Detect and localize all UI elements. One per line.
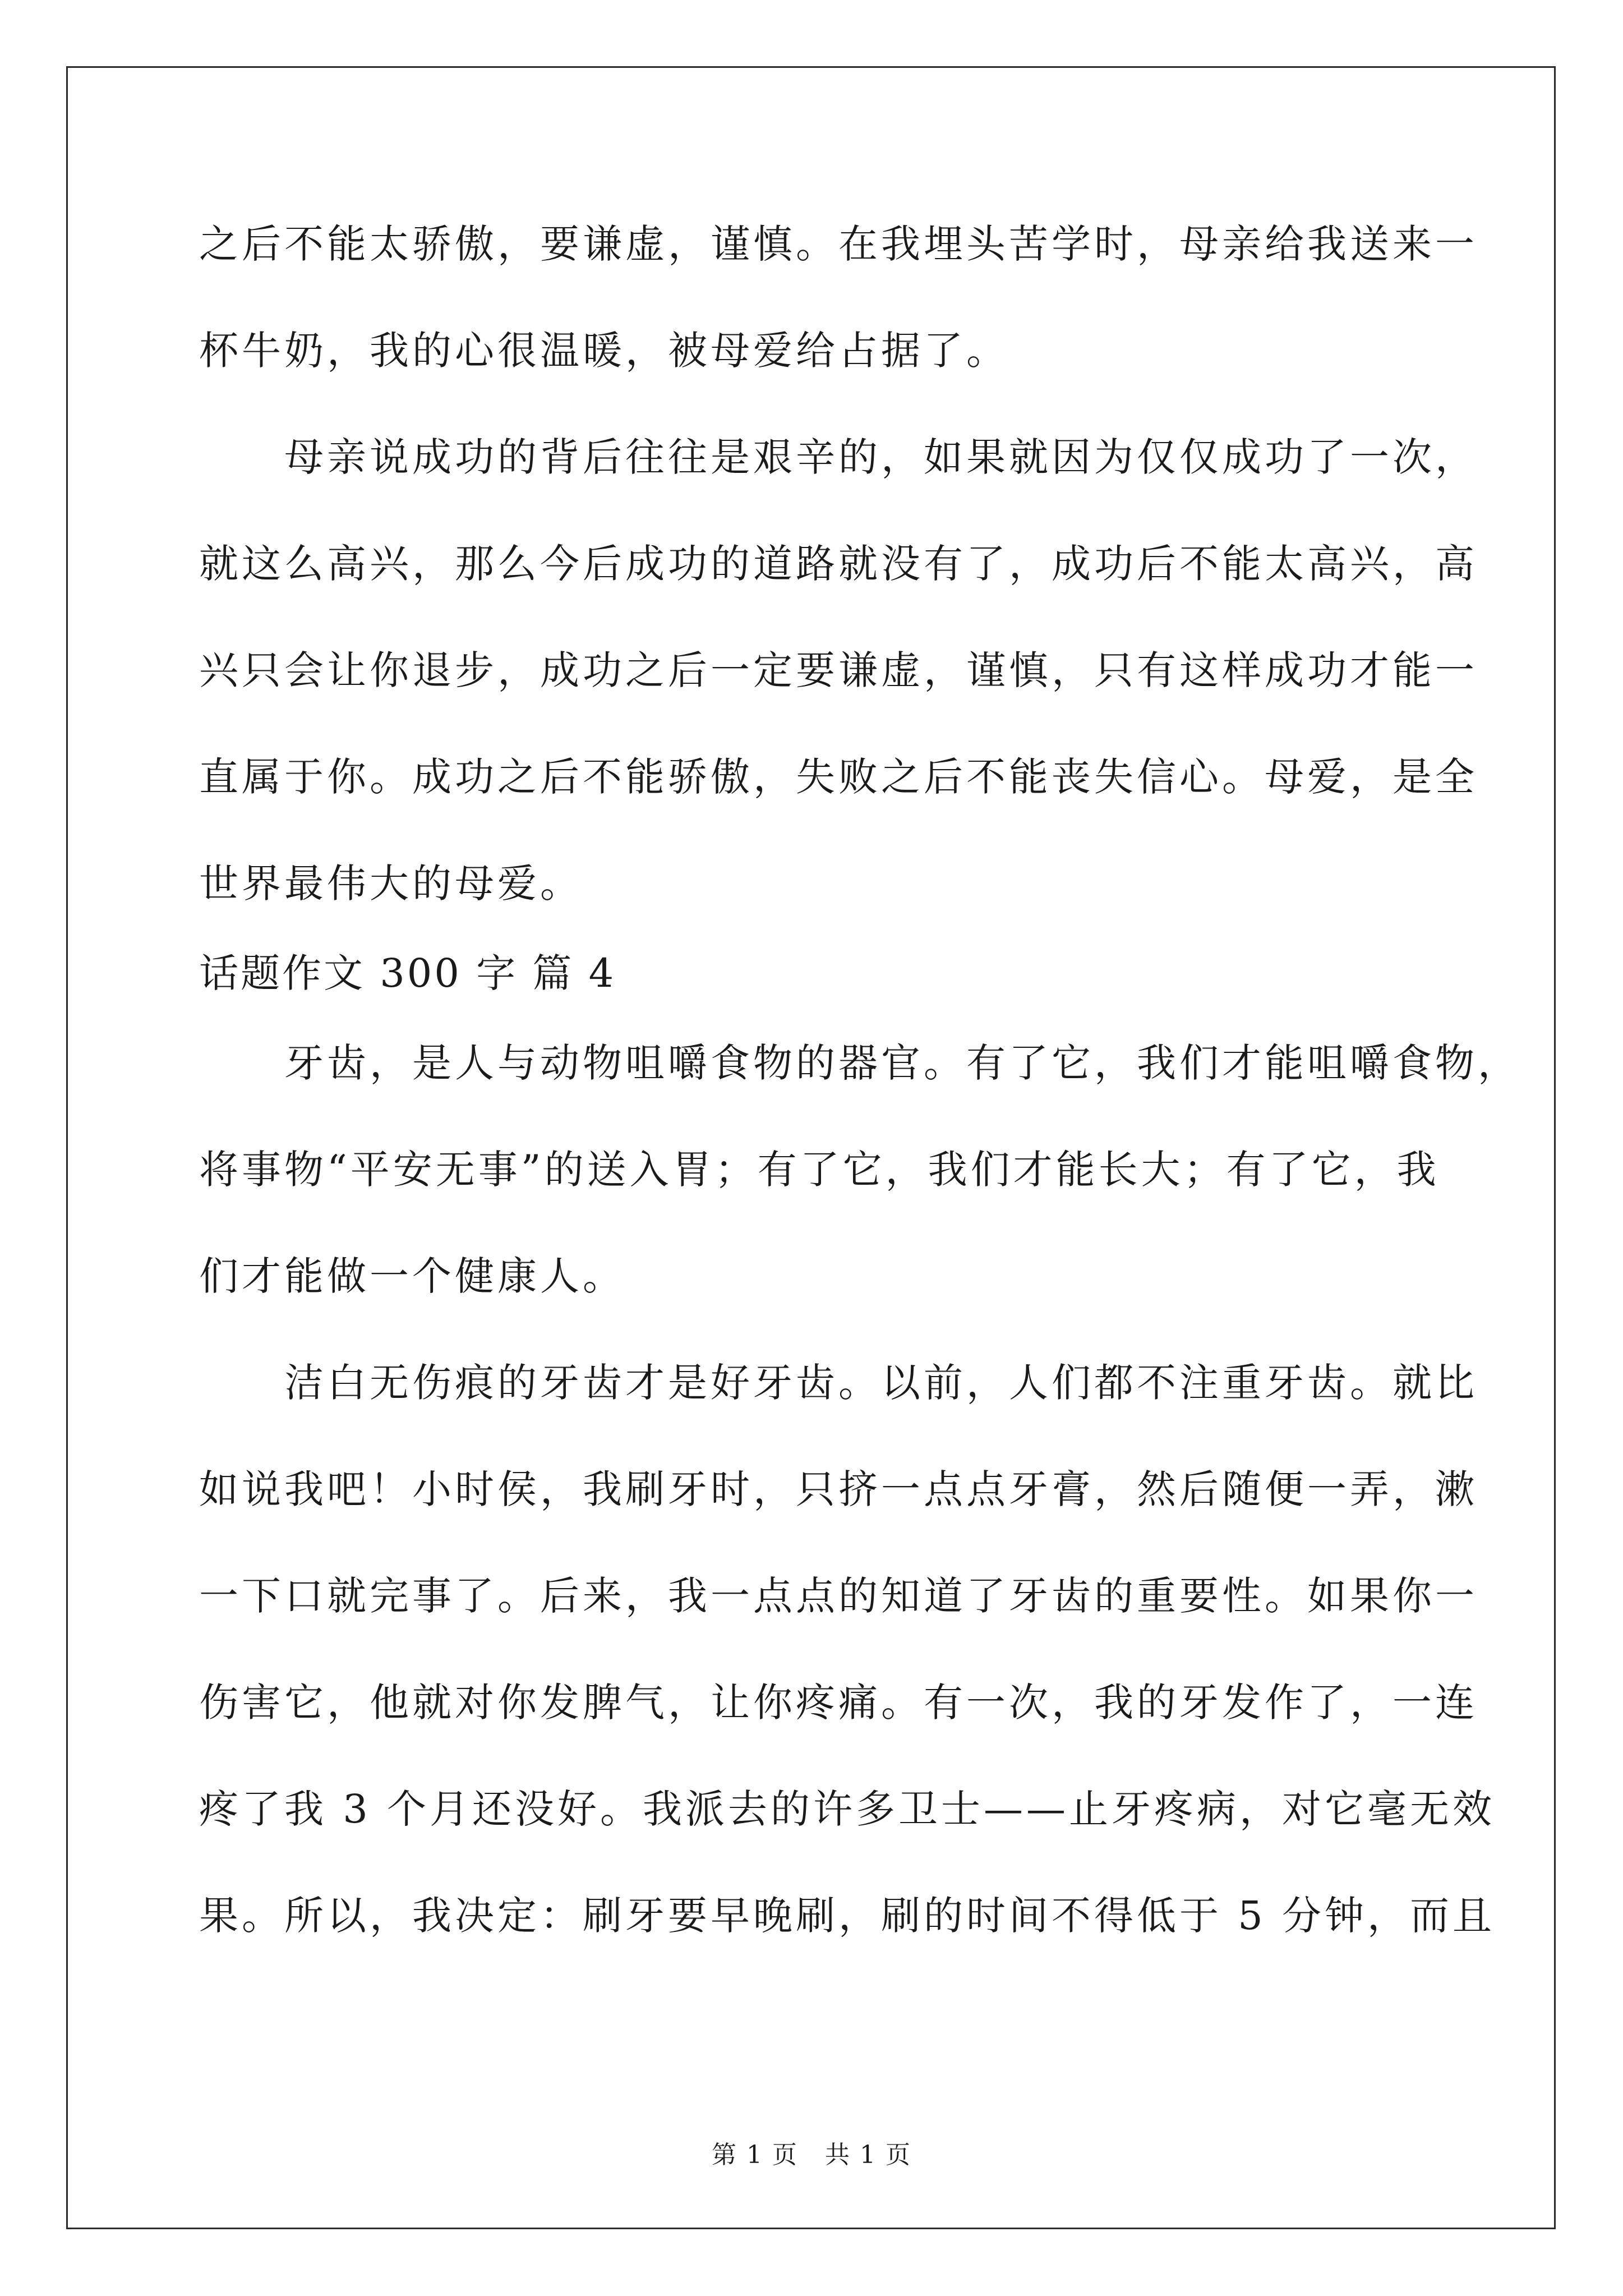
paragraph (199, 213, 1478, 426)
text-line: 伤害它，他就对你发脾气，让你疼痛。有一次，我的牙发作了，一连 (199, 1680, 1478, 1726)
text-line: 疼了我 3 个月还没好。我派去的许多卫士——止牙疼病，对它毫无效 (199, 1786, 1496, 1832)
text-line: 之后不能太骄傲，要谦虚，谨慎。在我埋头苦学时，母亲给我送来一 (199, 221, 1478, 267)
text-line: 世界最伟大的母爱。 (199, 861, 583, 907)
paragraph (199, 1352, 1496, 1991)
document-body (199, 213, 1520, 1991)
text-line: 将事物“平安无事”的送入胃；有了它，我们才能长大；有了它，我 (199, 1147, 1440, 1193)
text-line: 们才能做一个健康人。 (199, 1253, 625, 1299)
paragraph (199, 1032, 1520, 1352)
text-line: 洁白无伤痕的牙齿才是好牙齿。以前，人们都不注重牙齿。就比 (199, 1360, 1478, 1406)
text-line: 直属于你。成功之后不能骄傲，失败之后不能丧失信心。母爱，是全 (199, 754, 1478, 800)
text-line: 一下口就完事了。后来，我一点点的知道了牙齿的重要性。如果你一 (199, 1573, 1478, 1619)
section-heading: 话题作文 300 字 篇 4 (199, 950, 616, 996)
text-line: 如说我吧！小时侯，我刷牙时，只挤一点点牙膏，然后随便一弄，漱 (199, 1466, 1478, 1512)
page-number-footer: 第 1 页 共 1 页 (712, 2141, 911, 2169)
paragraph (199, 426, 1478, 942)
text-line: 就这么高兴，那么今后成功的道路就没有了，成功后不能太高兴，高 (199, 541, 1478, 587)
text-line: 母亲说成功的背后往往是艰辛的，如果就因为仅仅成功了一次， (199, 434, 1478, 480)
text-line: 果。所以，我决定：刷牙要早晚刷，刷的时间不得低于 5 分钟，而且 (199, 1893, 1496, 1939)
text-line: 兴只会让你退步，成功之后一定要谦虚，谨慎，只有这样成功才能一 (199, 647, 1478, 693)
text-line: 牙齿，是人与动物咀嚼食物的器官。有了它，我们才能咀嚼食物， (199, 1040, 1520, 1086)
text-line: 杯牛奶，我的心很温暖，被母爱给占据了。 (199, 328, 1009, 374)
